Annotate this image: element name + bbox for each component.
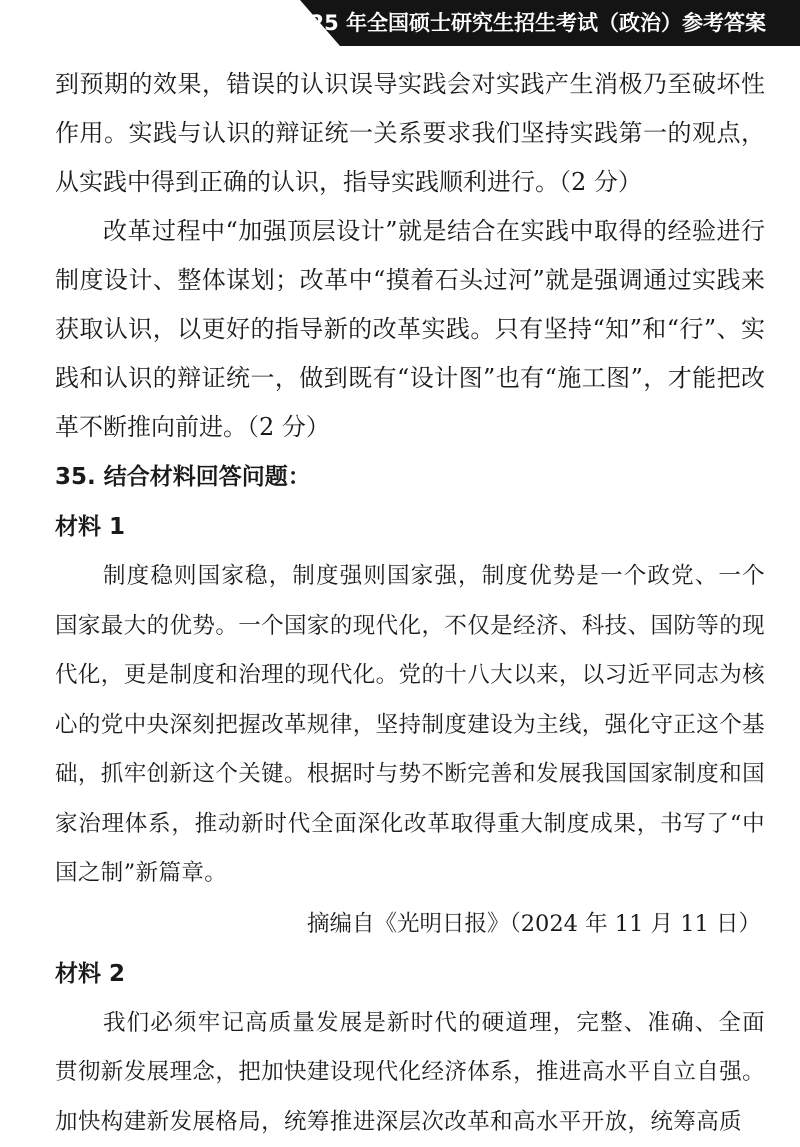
header-title: 2025 年全国硕士研究生招生考试（政治）参考答案	[280, 7, 766, 37]
answer-paragraph-2: 改革过程中“加强顶层设计”就是结合在实践中取得的经验进行制度设计、整体谋划；改革中“摸着石头过河”就是强调通过实践来获取认识，以更好的指导新的改革实践。只有坚持“知”和“行”、实践和认识的辩证统一，做到既有“设计图”也有“施工图”，才能把改革不断推向前进。（2 分）	[55, 207, 765, 452]
header-band	[0, 0, 800, 46]
document-body	[55, 60, 765, 1147]
material-1-source: 摘编自《光明日报》（2024 年 11 月 11 日）	[55, 899, 765, 949]
material-1-label: 材料 1	[55, 502, 765, 552]
material-2-label: 材料 2	[55, 949, 765, 999]
question-heading: 35. 结合材料回答问题：	[55, 452, 765, 502]
material-2-text: 我们必须牢记高质量发展是新时代的硬道理，完整、准确、全面贯彻新发展理念，把加快建设现代化经济体系，推进高水平自立自强。加快构建新发展格局，统筹推进深层次改革和高水平开放，统筹高质	[55, 999, 765, 1147]
material-1-text: 制度稳则国家稳，制度强则国家强，制度优势是一个政党、一个国家最大的优势。一个国家的现代化，不仅是经济、科技、国防等的现代化，更是制度和治理的现代化。党的十八大以来，以习近平同志为核心的党中央深刻把握改革规律，坚持制度建设为主线，强化守正这个基础，抓牢创新这个关键。根据时与势不断完善和发展我国国家制度和国家治理体系，推动新时代全面深化改革取得重大制度成果，书写了“中国之制”新篇章。	[55, 552, 765, 899]
answer-paragraph-1: 到预期的效果，错误的认识误导实践会对实践产生消极乃至破坏性作用。实践与认识的辩证统一关系要求我们坚持实践第一的观点，从实践中得到正确的认识，指导实践顺利进行。（2 分）	[55, 60, 765, 207]
